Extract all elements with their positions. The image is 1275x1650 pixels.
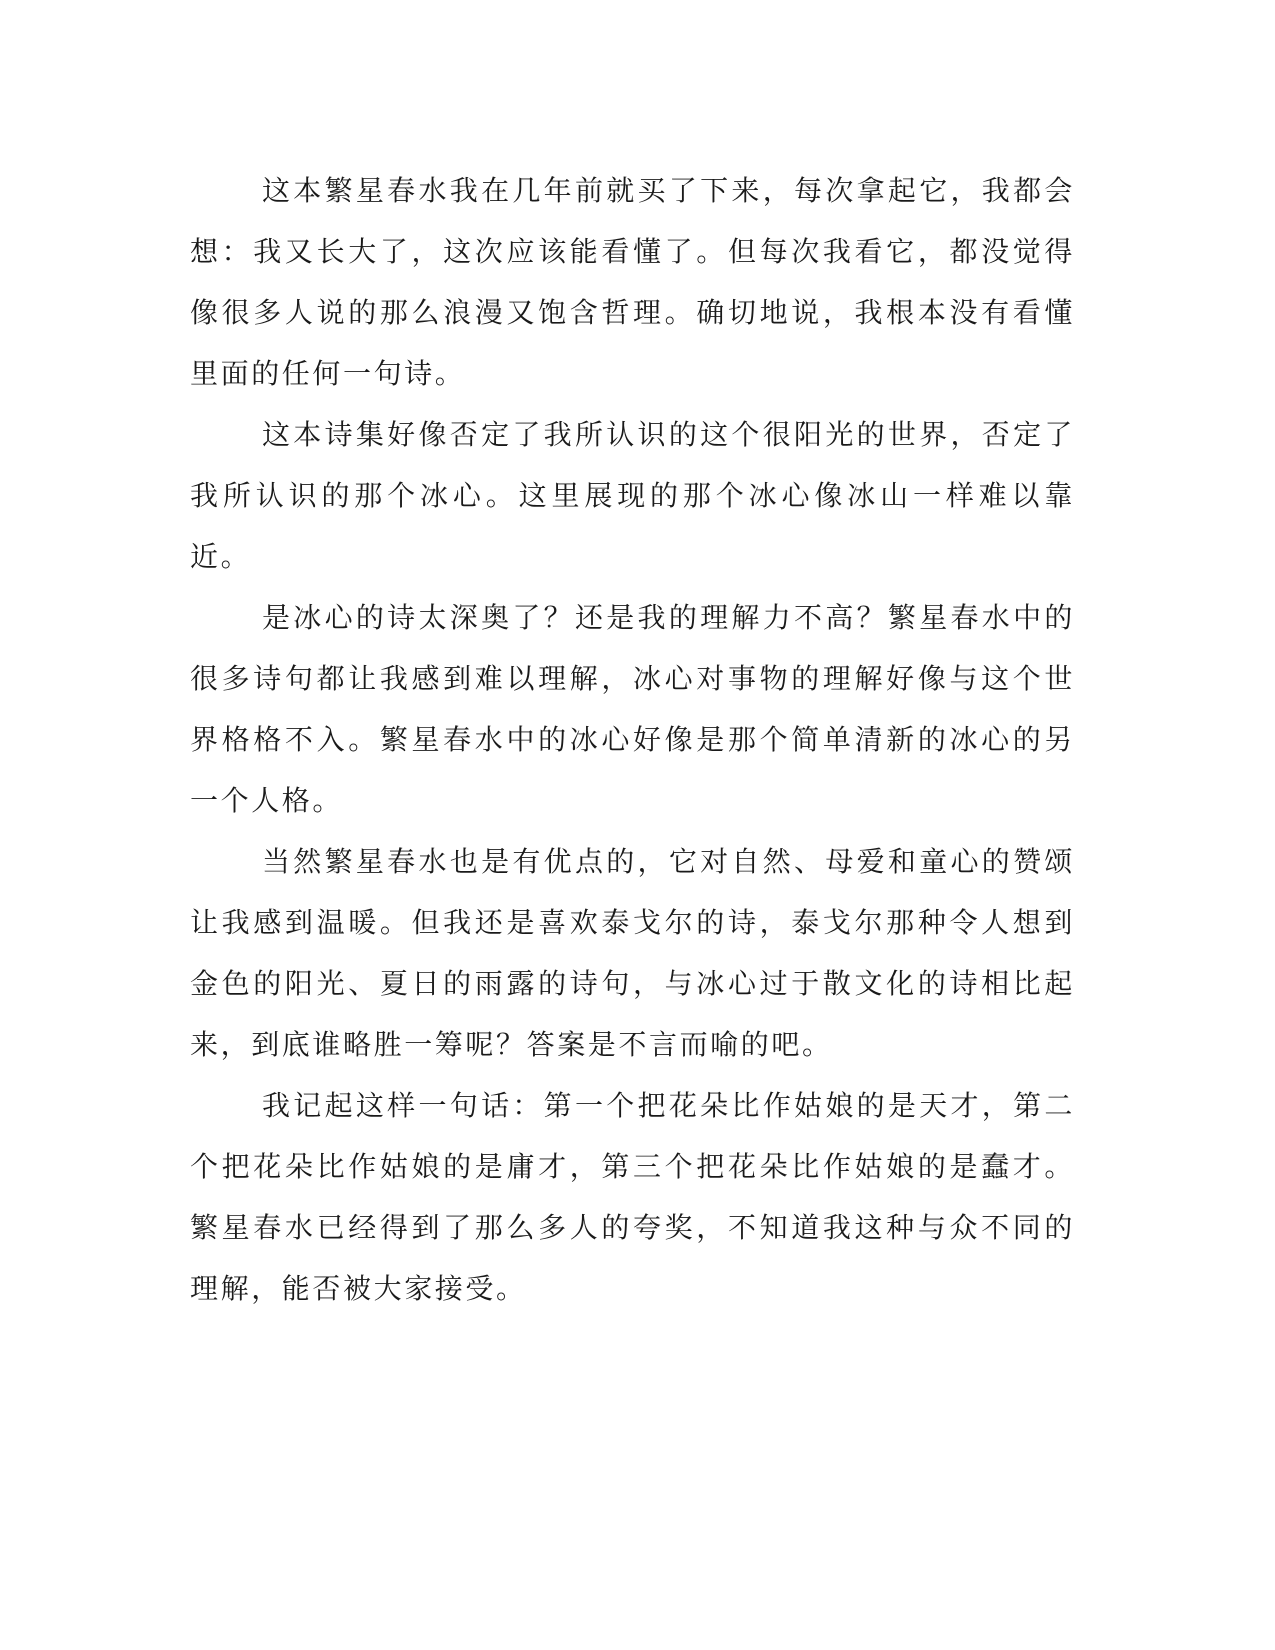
paragraph-4: 当然繁星春水也是有优点的，它对自然、母爱和童心的赞颂让我感到温暖。但我还是喜欢泰戈尔的诗，泰戈尔那种令人想到金色的阳光、夏日的雨露的诗句，与冰心过于散文化的诗相比起来，到底谁略胜一筹呢？答案是不言而喻的吧。 xyxy=(190,845,1075,1061)
body-text xyxy=(190,160,1075,1319)
paragraph-5: 我记起这样一句话：第一个把花朵比作姑娘的是天才，第二个把花朵比作姑娘的是庸才，第三个把花朵比作姑娘的是蠢才。繁星春水已经得到了那么多人的夸奖，不知道我这种与众不同的理解，能否被大家接受。 xyxy=(190,1089,1075,1305)
paragraph-2: 这本诗集好像否定了我所认识的这个很阳光的世界，否定了我所认识的那个冰心。这里展现的那个冰心像冰山一样难以靠近。 xyxy=(190,418,1075,573)
paragraph-3: 是冰心的诗太深奥了？还是我的理解力不高？繁星春水中的很多诗句都让我感到难以理解，冰心对事物的理解好像与这个世界格格不入。繁星春水中的冰心好像是那个简单清新的冰心的另一个人格。 xyxy=(190,601,1075,817)
paragraph-1: 这本繁星春水我在几年前就买了下来，每次拿起它，我都会想：我又长大了，这次应该能看懂了。但每次我看它，都没觉得像很多人说的那么浪漫又饱含哲理。确切地说，我根本没有看懂里面的任何一句诗。 xyxy=(190,174,1075,390)
